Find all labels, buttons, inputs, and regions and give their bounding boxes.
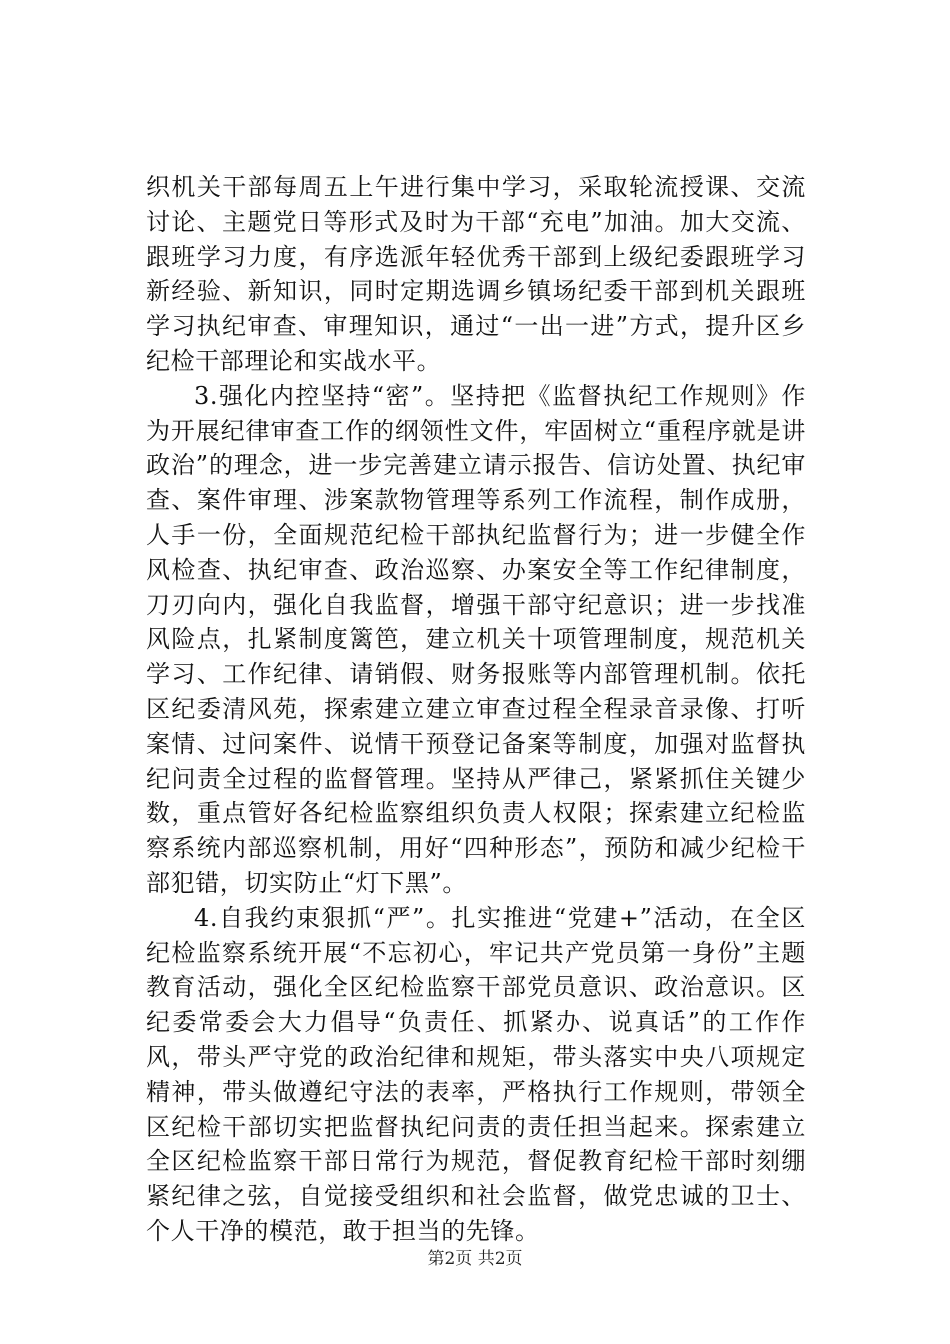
paragraph-internal-control: 3.强化内控坚持“密”。坚持把《监督执纪工作规则》作为开展纪律审查工作的纲领性文件，牢固树立“重程序就是讲政治”的理念，进一步完善建立请示报告、信访处置、执纪审查、案件审理、涉案款物管理等系列工作流程，制作成册，人手一份，全面规范纪检干部执纪监督行为；进一步健全作风检查、执纪审查、政治巡察、办案安全等工作纪律制度，刀刃向内，强化自我监督，增强干部守纪意识；进一步找准风险点，扎紧制度篱笆，建立机关十项管理制度，规范机关学习、工作纪律、请销假、财务报账等内部管理机制。依托区纪委清风苑，探索建立建立审查过程全程录音录像、打听案情、过问案件、说情干预登记备案等制度，加强对监督执纪问责全过程的监督管理。坚持从严律己，紧紧抓住关键少数，重点管好各纪检监察组织负责人权限；探索建立纪检监察系统内部巡察机制，用好“四种形态”，预防和减少纪检干部犯错，切实防止“灯下黑”。: [146, 381, 806, 897]
page-footer: 第2页 共2页: [427, 1249, 523, 1269]
paragraph-self-discipline: 4.自我约束狠抓“严”。扎实推进“党建+”活动，在全区纪检监察系统开展“不忘初心，牢记共产党员第一身份”主题教育活动，强化全区纪检监察干部党员意识、政治意识。区纪委常委会大力倡导“负责任、抓紧办、说真话”的工作作风，带头严守党的政治纪律和规矩，带头落实中央八项规定精神，带头做遵纪守法的表率，严格执行工作规则，带领全区纪检干部切实把监督执纪问责的责任担当起来。探索建立全区纪检监察干部日常行为规范，督促教育纪检干部时刻绷紧纪律之弦，自觉接受组织和社会监督，做党忠诚的卫士、个人干净的模范，敢于担当的先锋。: [146, 903, 806, 1245]
document-body: [146, 170, 806, 1249]
paragraph-continued: 织机关干部每周五上午进行集中学习，采取轮流授课、交流讨论、主题党日等形式及时为干部“充电”加油。加大交流、跟班学习力度，有序选派年轻优秀干部到上级纪委跟班学习新经验、新知识，同时定期选调乡镇场纪委干部到机关跟班学习执纪审查、审理知识，通过“一出一进”方式，提升区乡纪检干部理论和实战水平。: [146, 173, 806, 375]
